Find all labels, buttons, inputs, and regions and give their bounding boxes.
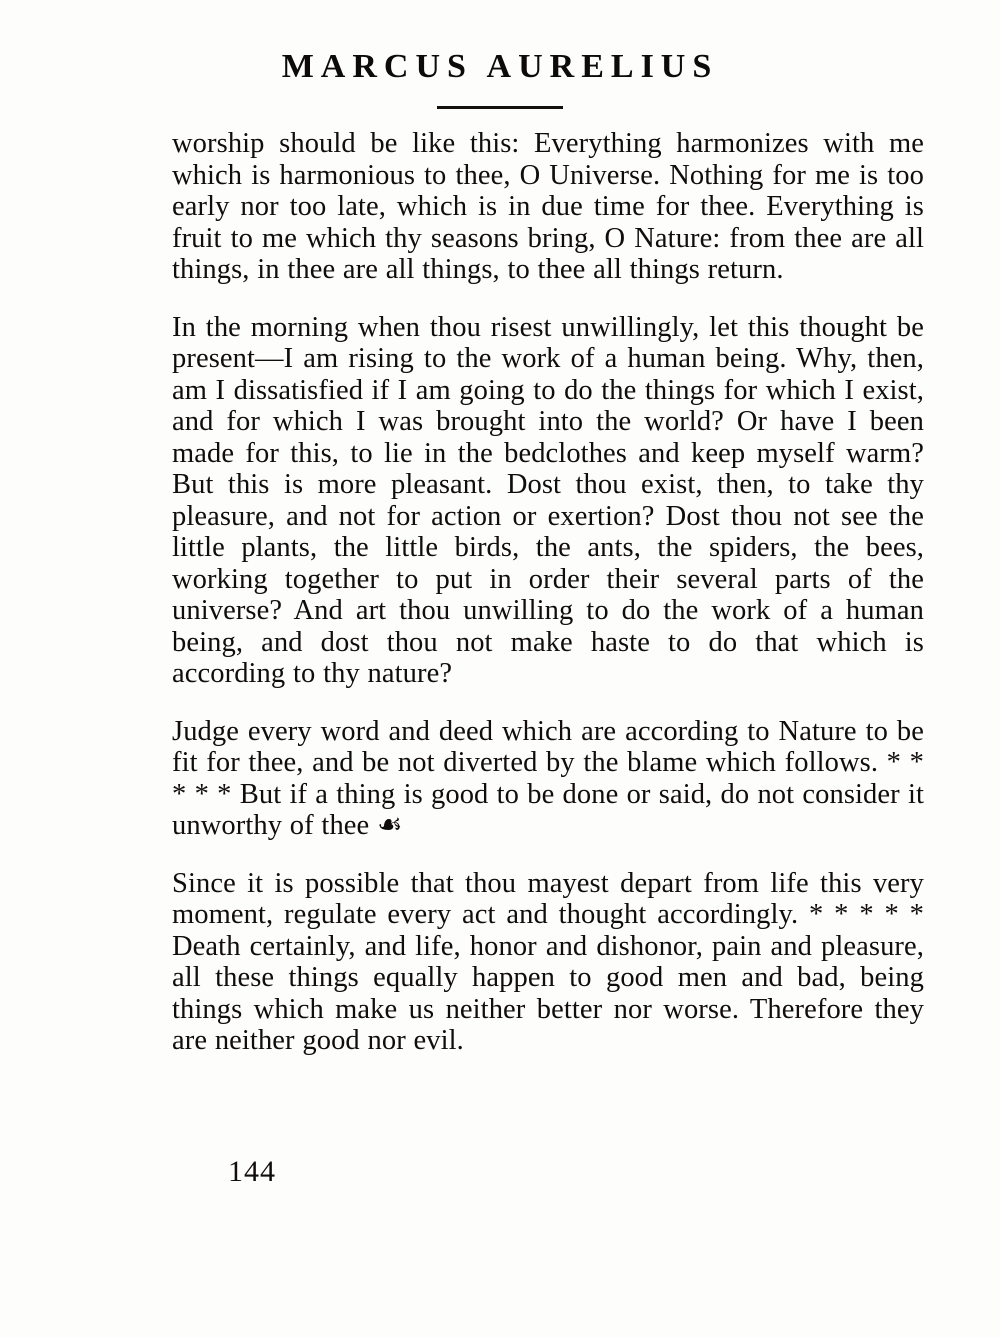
header-rule-divider (437, 106, 563, 109)
paragraph: In the morning when thou risest unwillingly, let this thought be present—I am rising to the work of a human being. Why, then, am I dissatisfied if I am going to do the things for which I exist, and for which I was brought into the world? Or have I been made for this, to lie in the bedclothes and keep myself warm? But this is more pleasant. Dost thou exist, then, to take thy pleasure, and not for action or exertion? Dost thou not see the little plants, the little birds, the ants, the spiders, the bees, working together to put in order their several parts of the universe? And art thou unwilling to do the work of a human being, and dost thou not make haste to do that which is according to thy nature? (172, 311, 924, 689)
page-running-head: MARCUS AURELIUS (281, 48, 719, 85)
paragraph: Judge every word and deed which are according to Nature to be fit for thee, and be not diverted by the blame which follows. * * * * * But if a thing is good to be done or said, do not consider it unworthy of thee ☙ (172, 715, 924, 841)
page-number: 144 (228, 1155, 276, 1188)
page-body-text (172, 128, 924, 1057)
paragraph: worship should be like this: Everything harmonizes with me which is harmonious to thee, O Universe. Nothing for me is too early nor too late, which is in due time for thee. Everything is fruit to me which thy seasons bring, O Nature: from thee are all things, in thee are all things, to thee all things return. (172, 128, 924, 285)
paragraph: Since it is possible that thou mayest depart from life this very moment, regulate every act and thought accordingly. * * * * * Death certainly, and life, honor and dishonor, pain and pleasure, all these things equally happen to good men and bad, being things which make us neither better nor worse. Therefore they are neither good nor evil. (172, 867, 924, 1056)
